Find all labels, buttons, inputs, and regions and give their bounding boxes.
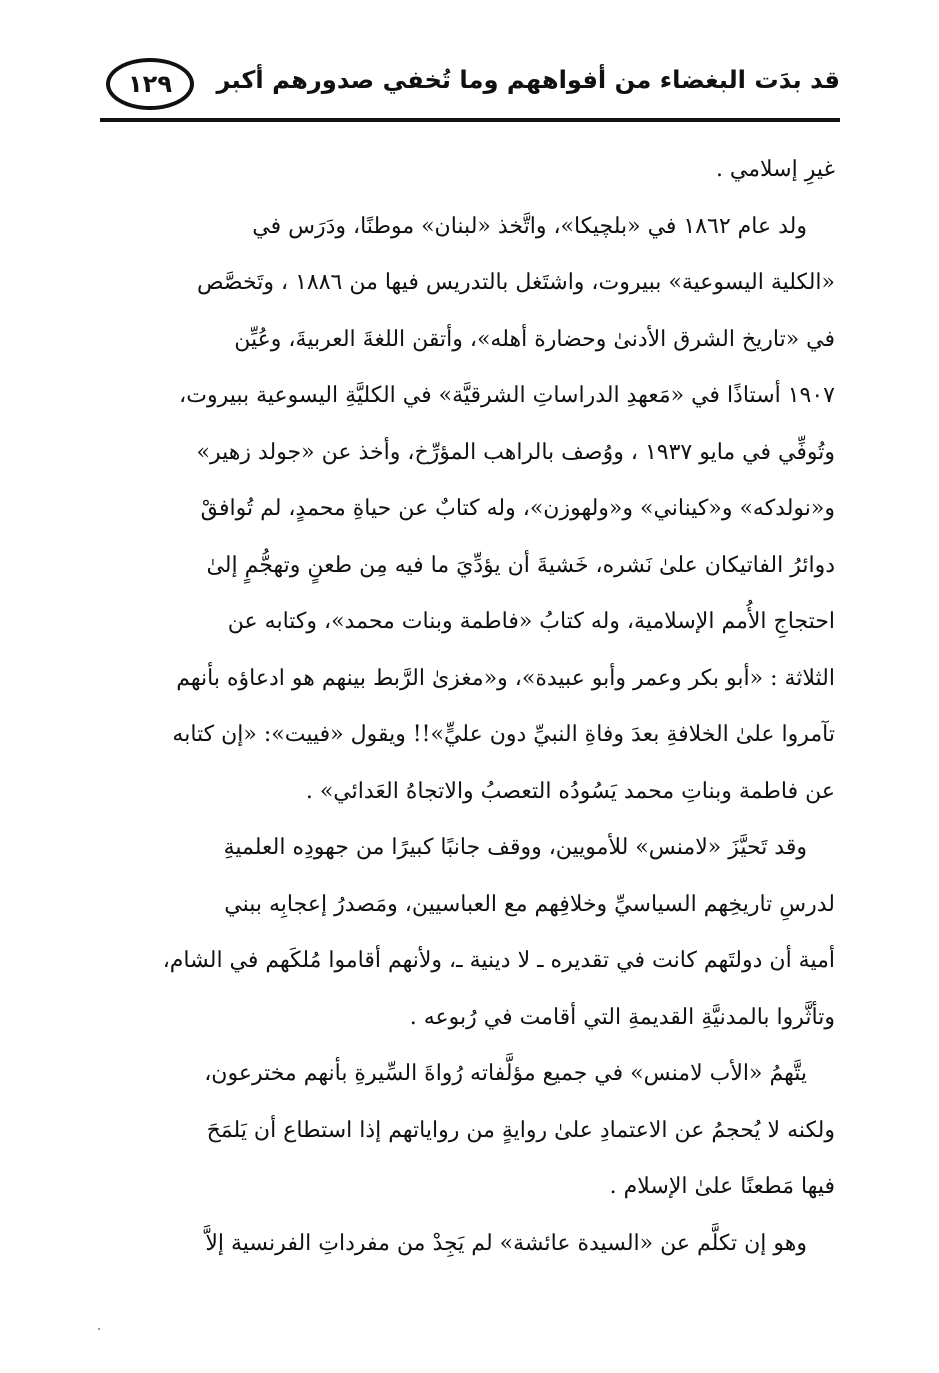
text-line: لدرسِ تاريخِهم السياسيِّ وخلافِهم مع العباسيين، ومَصدرُ إعجابِه ببني: [224, 891, 835, 917]
text-line: في «تاريخ الشرق الأدنىٰ وحضارة أهله»، وأتقن اللغةَ العربيةَ، وعُيِّن: [234, 326, 835, 352]
body-text: [108, 142, 835, 1272]
paragraph-start-line: وهو إن تكلَّم عن «السيدة عائشة» لم يَجِدْ من مفرداتِ الفرنسية إلاَّ: [205, 1230, 807, 1256]
text-line: «الكلية اليسوعية» ببيروت، واشتَغل بالتدريس فيها من ١٨٨٦ ، وتَخصَّص: [196, 270, 835, 295]
page-number: ١٢٩: [128, 70, 172, 98]
page-number-frame: [106, 58, 194, 110]
paragraph-start-line: وقد تَحيَّزَ «لامنس» للأمويين، ووقف جانبًا كبيرًا من جهودِه العلميةِ: [223, 835, 807, 860]
text-line: أمية أن دولتَهم كانت في تقديره ـ لا دينية ـ، ولأنهم أقاموا مُلكَهم في الشام،: [162, 948, 835, 973]
paragraph-start-line: ولد عام ١٨٦٢ في «بلچيكا»، واتَّخذ «لبنان» موطنًا، ودَرَس في: [252, 213, 807, 239]
text-line: ١٩٠٧ أستاذًا في «مَعهدِ الدراساتِ الشرقيَّة» في الكليَّةِ اليسوعية ببيروت،: [179, 383, 835, 408]
text-line: وتُوفِّي في مايو ١٩٣٧ ، ووُصف بالراهب المؤرِّخ، وأخذ عن «جولد زهير»: [196, 439, 835, 465]
text-line: وتأثَّروا بالمدنيَّةِ القديمةِ التي أقامت في رُبوعه .: [409, 1004, 835, 1030]
text-line: تآمروا علىٰ الخلافةِ بعدَ وفاةِ النبيِّ دون عليٍّ»!! ويقول «فييت»: «إن كتابه: [172, 722, 835, 747]
text-line: دوائرُ الفاتيكان علىٰ نَشره، خَشيةَ أن يؤدِّيَ ما فيه مِن طعنٍ وتهجُّمٍ إلىٰ: [206, 552, 835, 578]
text-line: احتجاجِ الأُمم الإسلامية، وله كتابُ «فاطمة وبنات محمد»، وكتابه عن: [227, 609, 835, 634]
header-divider: [100, 118, 840, 122]
page-header: [100, 58, 840, 120]
text-line: عن فاطمة وبناتِ محمد يَسُودُه التعصبُ والاتجاهُ العَدائي» .: [305, 778, 835, 804]
scan-speck: [98, 1328, 100, 1330]
paragraph-start-line: يتَّهمُ «الأب لامنس» في جميع مؤلَّفاته رُواةَ السِّيرةِ بأنهم مخترعون،: [204, 1061, 807, 1086]
text-line: ولكنه لا يُحجمُ عن الاعتمادِ علىٰ روايةٍ من رواياتهم إذا استطاع أن يَلمَحَ: [206, 1117, 835, 1143]
running-title: قد بدَت البغضاء من أفواههم وما تُخفي صدورهم أكبر: [216, 66, 840, 94]
text-line: فيها مَطعنًا علىٰ الإسلام .: [609, 1174, 835, 1199]
text-line: الثلاثة : «أبو بكر وعمر وأبو عبيدة»، و«مغزىٰ الرَّبط بينهم هو ادعاؤه بأنهم: [176, 665, 835, 691]
text-line: غيرِ إسلامي .: [715, 157, 835, 182]
text-line: و«نولدكه» و«كيناني» و«ولهوزن»، وله كتابٌ عن حياةِ محمدٍ، لم تُوافقْ: [200, 496, 835, 521]
